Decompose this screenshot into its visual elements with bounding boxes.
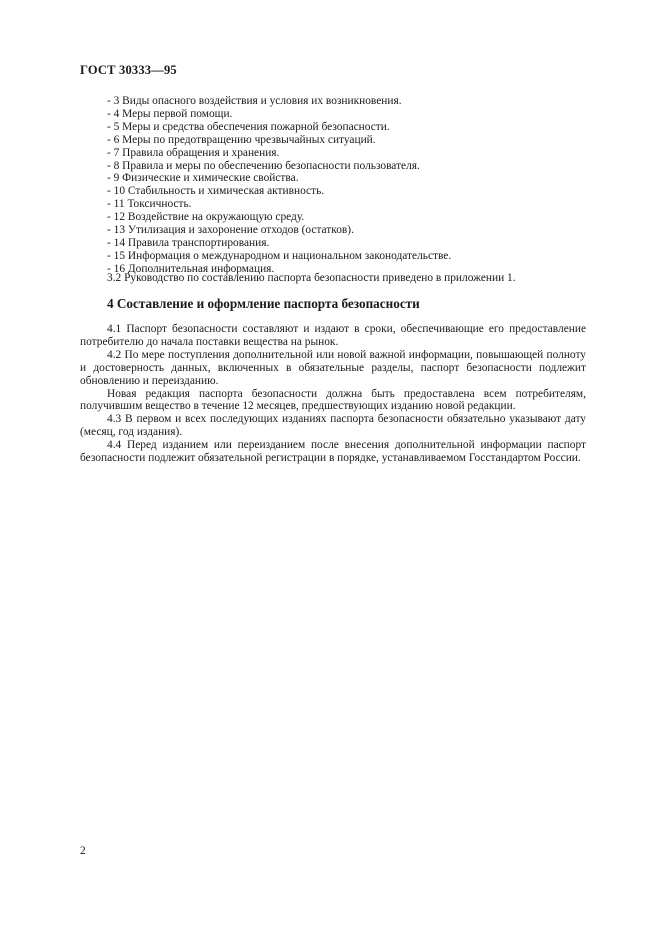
list-item: - 12 Воздействие на окружающую среду. xyxy=(107,211,305,224)
list-item: - 4 Меры первой помощи. xyxy=(107,107,233,120)
paragraph: 4.3 В первом и всех последующих изданиях паспорта безопасности обязательно указывают дату (месяц, год издания). xyxy=(80,413,586,439)
document-header: ГОСТ 30333—95 xyxy=(80,63,177,77)
list-item: - 16 Дополнительная информация. xyxy=(107,262,275,275)
paragraph: 4.2 По мере поступления дополнительной или новой важной информации, повышающей полноту и достоверность данных, включенных в обязательные разделы, паспорт безопасности подлежит обновлению и переизданию. xyxy=(80,348,586,387)
list-item: - 9 Физические и химические свойства. xyxy=(107,172,299,185)
list-item: - 3 Виды опасного воздействия и условия их возникновения. xyxy=(107,95,402,107)
section-title: 4 Составление и оформление паспорта безопасности xyxy=(107,296,420,311)
list-item: - 7 Правила обращения и хранения. xyxy=(107,146,280,159)
list-item: - 15 Информация о международном и национальном законодательстве. xyxy=(107,249,452,262)
paragraph: 4.1 Паспорт безопасности составляют и издают в сроки, обеспечивающие его предоставление потребителю до начала поставки вещества на рынок. xyxy=(80,323,586,348)
paragraph: 4.4 Перед изданием или переизданием после внесения дополнительной информации паспорт безопасности подлежит обязательной регистрации в порядке, устанавливаемом Госстандартом России. xyxy=(80,439,586,465)
paragraph: Новая редакция паспорта безопасности должна быть предоставлена всем потребителям, получившим вещество в течение 12 месяцев, предшествующих изданию новой редакции. xyxy=(80,387,586,413)
list-item: - 10 Стабильность и химическая активность. xyxy=(107,185,325,198)
guide-note: 3.2 Руководство по составлению паспорта безопасности приведено в приложении 1. xyxy=(107,272,516,284)
list-item: - 14 Правила транспортирования. xyxy=(107,236,270,249)
list-item: - 5 Меры и средства обеспечения пожарной безопасности. xyxy=(107,120,390,133)
list-item: - 8 Правила и меры по обеспечению безопасности пользователя. xyxy=(107,159,420,172)
list-item: - 13 Утилизация и захоронение отходов (остатков). xyxy=(107,224,354,237)
page-number: 2 xyxy=(80,845,86,857)
list-item: - 11 Токсичность. xyxy=(107,198,192,211)
list-item: - 6 Меры по предотвращению чрезвычайных ситуаций. xyxy=(107,133,376,146)
section-list xyxy=(107,95,577,276)
section-body xyxy=(80,323,586,465)
